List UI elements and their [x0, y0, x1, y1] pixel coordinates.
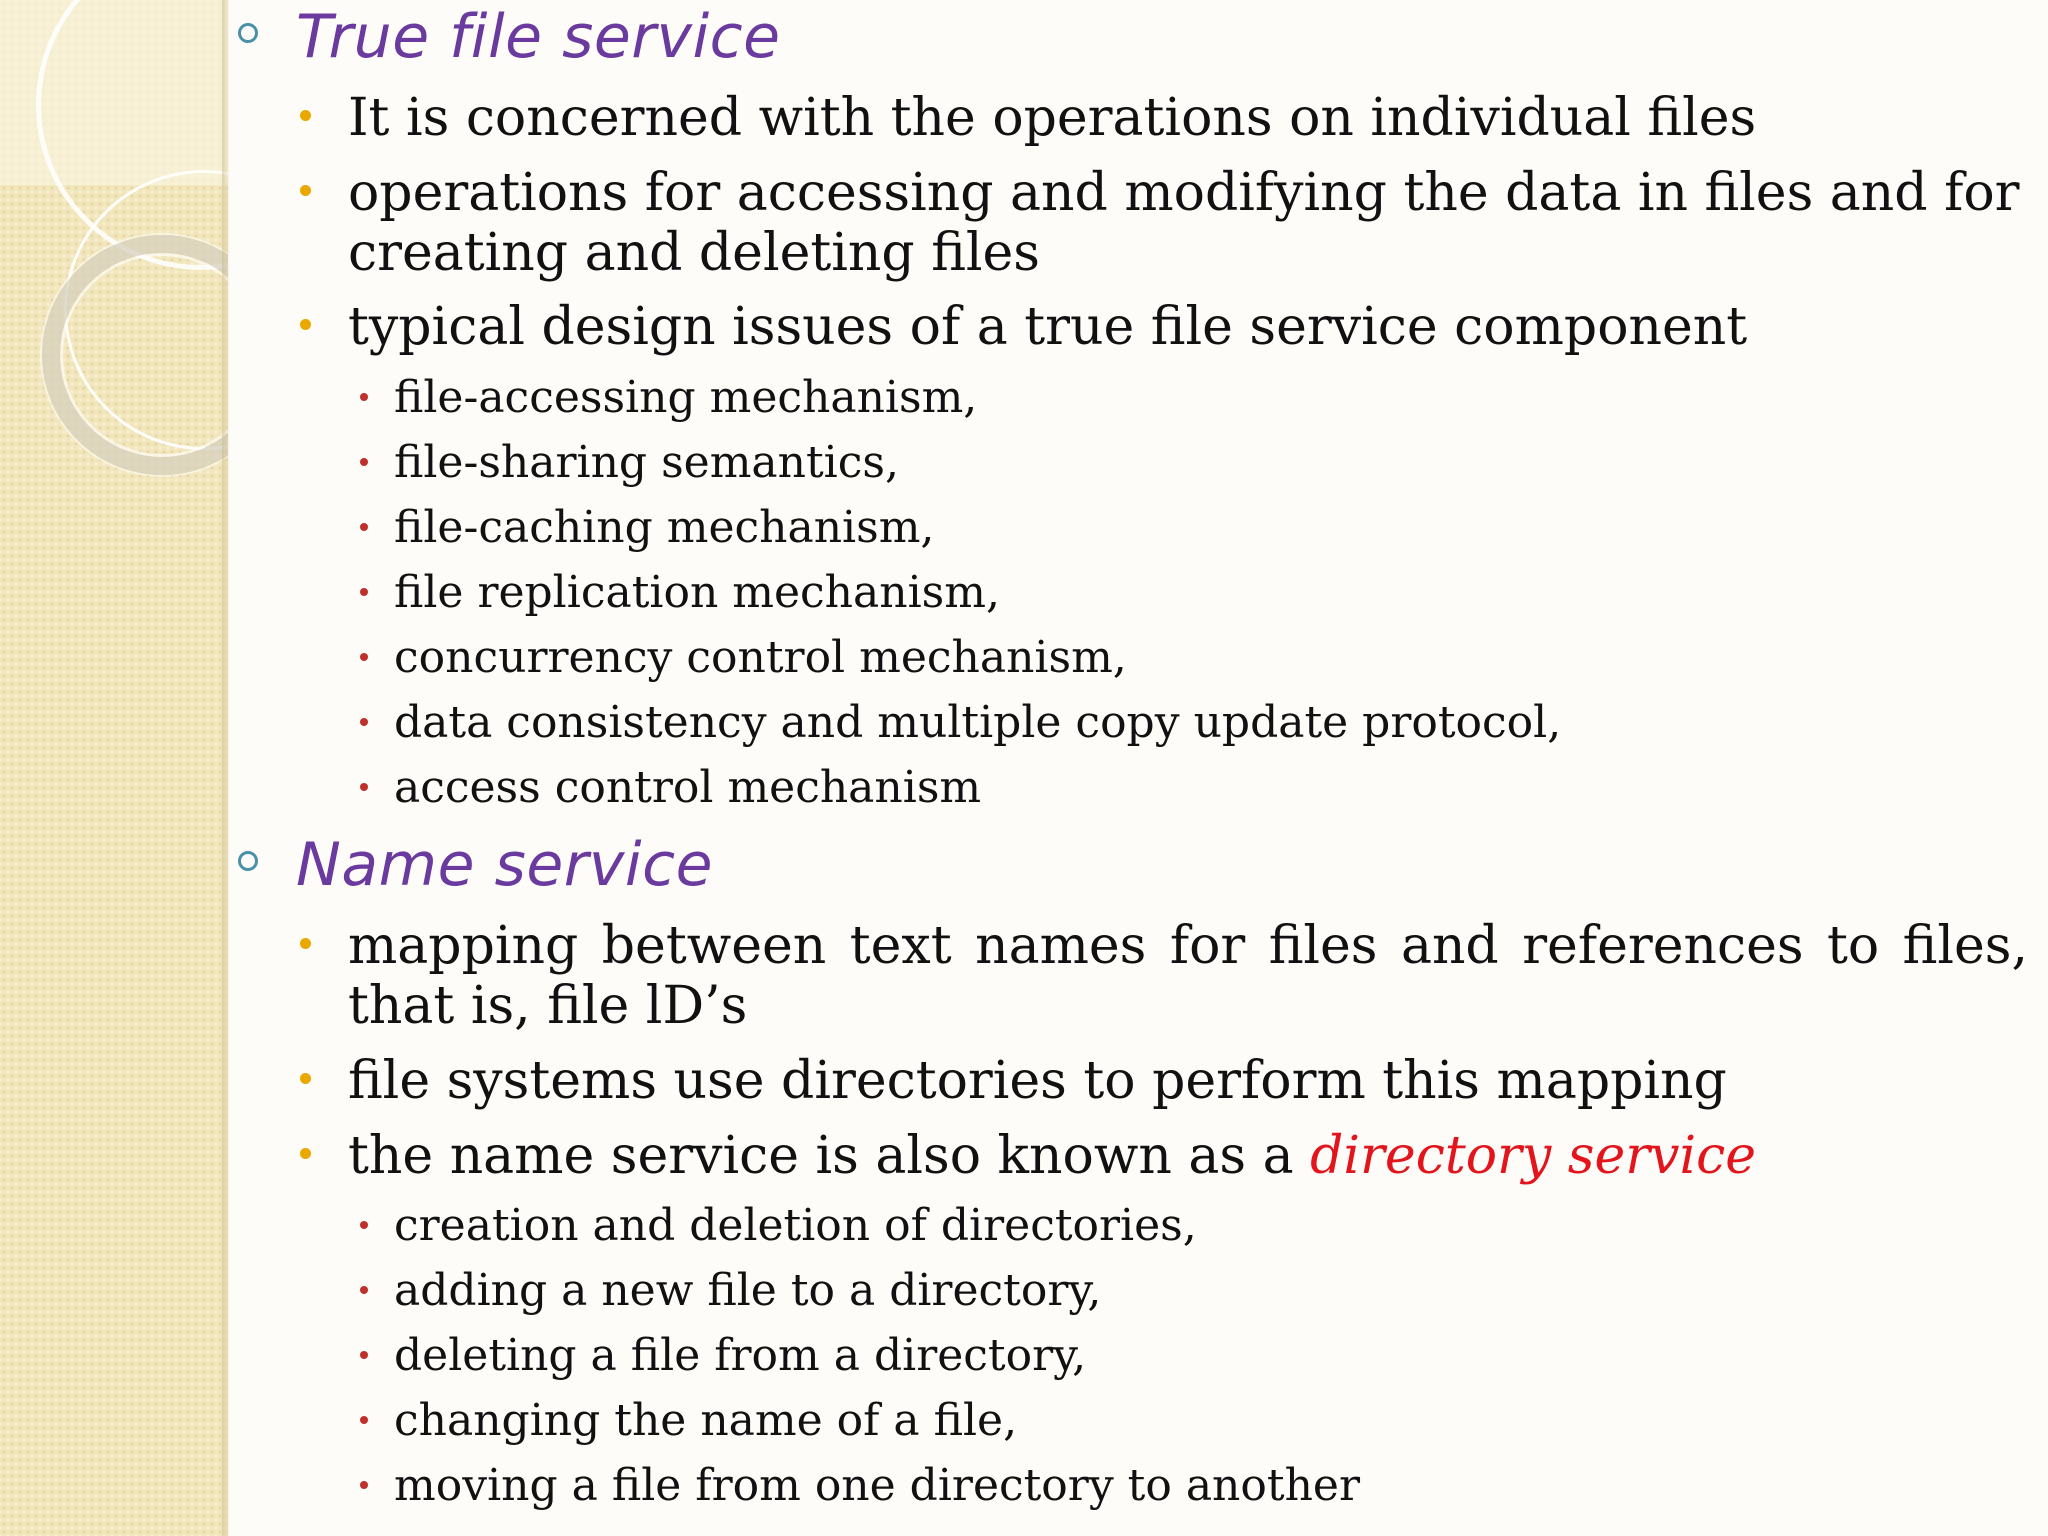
small-dot-bullet-icon — [360, 393, 368, 401]
dot-bullet-icon — [300, 185, 311, 196]
bullet-item — [238, 916, 2028, 982]
bullet-item — [238, 88, 2028, 154]
sub-bullet-item — [238, 697, 2028, 753]
sub-bullet-text: data consistency and multiple copy update protocol, — [394, 697, 1562, 748]
small-dot-bullet-icon — [360, 1221, 368, 1229]
sub-bullet-item — [238, 502, 2028, 558]
sub-bullet-text: access control mechanism — [394, 762, 982, 813]
ring-bullet-icon — [238, 851, 258, 871]
sub-bullet-text: moving a file from one directory to another — [394, 1460, 1360, 1511]
dot-bullet-icon — [300, 938, 311, 949]
sub-bullet-item — [238, 567, 2028, 623]
small-dot-bullet-icon — [360, 653, 368, 661]
bullet-text — [348, 1126, 1756, 1186]
dot-bullet-icon — [300, 1148, 311, 1159]
small-dot-bullet-icon — [360, 1286, 368, 1294]
highlighted-term: directory service — [1310, 1126, 1756, 1186]
sub-bullet-item — [238, 1330, 2028, 1386]
sub-bullet-item — [238, 437, 2028, 493]
sub-bullet-item — [238, 1200, 2028, 1256]
section-heading-true-file-service — [238, 2, 2028, 82]
sub-bullet-item — [238, 372, 2028, 428]
sub-bullet-text: creation and deletion of directories, — [394, 1200, 1197, 1251]
sub-bullet-text: file-sharing semantics, — [394, 437, 899, 488]
small-dot-bullet-icon — [360, 523, 368, 531]
section-heading-name-service — [238, 830, 2028, 910]
small-dot-bullet-icon — [360, 588, 368, 596]
sub-bullet-item — [238, 1460, 2028, 1516]
small-dot-bullet-icon — [360, 783, 368, 791]
bullet-text: typical design issues of a true file service component — [348, 297, 1748, 357]
bullet-continuation — [238, 223, 2028, 289]
bullet-item — [238, 1051, 2028, 1117]
bullet-text: It is concerned with the operations on individual files — [348, 88, 1757, 148]
bullet-text-line-1: operations for accessing and modifying the data in files and for — [348, 163, 2020, 223]
section-heading-text: True file service — [296, 2, 781, 72]
bullet-text-line-1: mapping between text names for files and references to files, — [348, 916, 2028, 976]
sub-bullet-text: file-caching mechanism, — [394, 502, 935, 553]
dot-bullet-icon — [300, 319, 311, 330]
small-dot-bullet-icon — [360, 1416, 368, 1424]
bullet-item — [238, 1126, 2028, 1192]
small-dot-bullet-icon — [360, 1481, 368, 1489]
small-dot-bullet-icon — [360, 458, 368, 466]
bullet-continuation — [238, 976, 2028, 1042]
sub-bullet-item — [238, 762, 2028, 818]
sub-bullet-item — [238, 632, 2028, 688]
sub-bullet-text: deleting a file from a directory, — [394, 1330, 1087, 1381]
sub-bullet-text: file replication mechanism, — [394, 567, 1000, 618]
sub-bullet-text: changing the name of a file, — [394, 1395, 1018, 1446]
small-dot-bullet-icon — [360, 1351, 368, 1359]
sub-bullet-text: adding a new file to a directory, — [394, 1265, 1102, 1316]
bullet-text-prefix: the name service is also known as a — [348, 1126, 1311, 1186]
bullet-text: file systems use directories to perform this mapping — [348, 1051, 1727, 1111]
section-heading-text: Name service — [296, 830, 714, 900]
bullet-text-line-2: that is, file lD’s — [348, 976, 748, 1036]
small-dot-bullet-icon — [360, 718, 368, 726]
bullet-text-line-2: creating and deleting files — [348, 223, 1040, 283]
dot-bullet-icon — [300, 1073, 311, 1084]
sub-bullet-text: file-accessing mechanism, — [394, 372, 978, 423]
decorative-side-strip — [0, 0, 228, 1536]
side-strip-shadow — [222, 0, 230, 1536]
dot-bullet-icon — [300, 110, 311, 121]
bullet-item — [238, 163, 2028, 229]
sub-bullet-item — [238, 1265, 2028, 1321]
sub-bullet-item — [238, 1395, 2028, 1451]
sub-bullet-text: concurrency control mechanism, — [394, 632, 1127, 683]
bullet-item — [238, 297, 2028, 363]
ring-bullet-icon — [238, 23, 258, 43]
